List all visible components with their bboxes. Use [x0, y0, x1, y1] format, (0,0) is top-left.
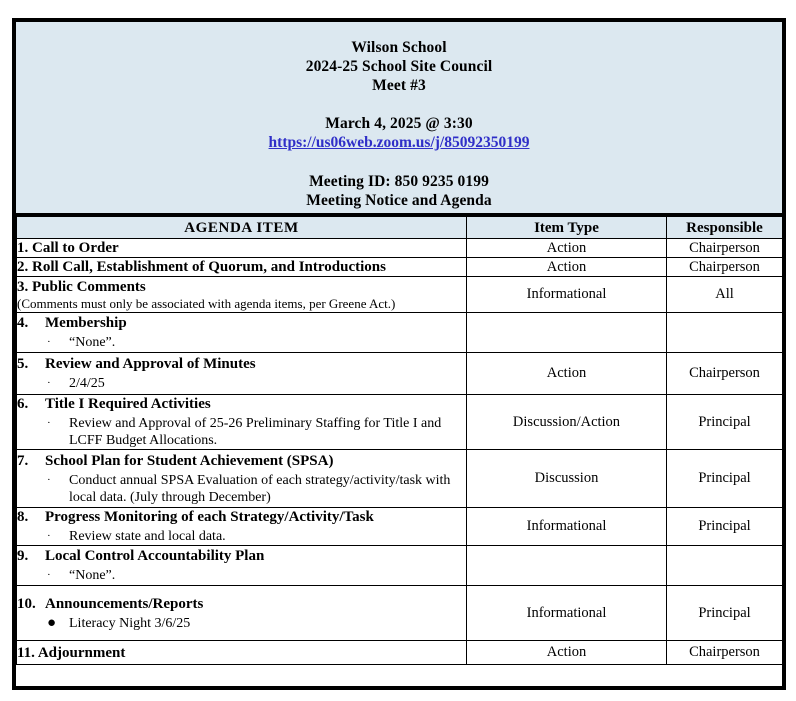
item-type-cell: Action: [467, 239, 667, 258]
square-bullet-icon: ·: [47, 530, 51, 542]
agenda-item-bullet: [17, 374, 466, 392]
table-row: [17, 313, 783, 353]
zoom-link-row: [16, 133, 782, 153]
table-row: [17, 353, 783, 395]
column-header-item-type: Item Type: [467, 217, 667, 239]
column-header-responsible: Responsible: [667, 217, 783, 239]
agenda-item-bullet: [17, 414, 466, 449]
document-masthead: [16, 22, 782, 216]
agenda-item-title: [17, 452, 466, 471]
agenda-item-title: [17, 395, 466, 414]
agenda-item-number: 10.: [17, 595, 36, 612]
responsible-cell: All: [667, 277, 783, 313]
item-type-cell: [467, 546, 667, 586]
bullet-text: Conduct annual SPSA Evaluation of each strategy/activity/task with local data. (July through December): [69, 472, 451, 505]
bullet-text: 2/4/25: [69, 376, 105, 391]
agenda-item-label: Progress Monitoring of each Strategy/Activity/Task: [45, 509, 374, 525]
agenda-item-number: 7.: [17, 452, 29, 469]
table-row: [17, 395, 783, 450]
bullet-text: Literacy Night 3/6/25: [69, 615, 191, 631]
item-type-cell: Action: [467, 353, 667, 395]
round-bullet-icon: ●: [47, 614, 57, 631]
agenda-item-number: 4.: [17, 315, 29, 331]
table-row: [17, 450, 783, 508]
agenda-item-label: Membership: [45, 315, 127, 331]
agenda-item-cell: [17, 641, 467, 665]
responsible-cell: Chairperson: [667, 258, 783, 277]
table-row: [17, 508, 783, 546]
agenda-item-cell: [17, 239, 467, 258]
agenda-item-label: Announcements/Reports: [45, 595, 204, 612]
school-name: Wilson School: [351, 39, 447, 56]
responsible-cell: Principal: [667, 395, 783, 450]
responsible-cell: [667, 313, 783, 353]
square-bullet-icon: ·: [47, 417, 51, 429]
table-row: [17, 258, 783, 277]
agenda-item-title: [17, 508, 466, 527]
bullet-text: “None”.: [69, 568, 116, 583]
agenda-item-title: 3. Public Comments: [17, 278, 146, 295]
item-type-cell: Action: [467, 258, 667, 277]
agenda-item-cell: [17, 395, 467, 450]
item-type-cell: Discussion/Action: [467, 395, 667, 450]
zoom-meeting-link[interactable]: https://us06web.zoom.us/j/85092350199: [268, 134, 530, 151]
agenda-table-body: [17, 239, 783, 665]
agenda-item-number: 8.: [17, 509, 29, 525]
square-bullet-icon: ·: [47, 473, 51, 486]
agenda-item-title: 2. Roll Call, Establishment of Quorum, and Introductions: [17, 259, 386, 275]
header-row: [17, 217, 783, 239]
table-row: [17, 586, 783, 641]
agenda-item-cell: [17, 353, 467, 395]
table-row: [17, 277, 783, 313]
table-row: [17, 546, 783, 586]
bullet-text: Review and Approval of 25-26 Preliminary Staffing for Title I and LCFF Budget Allocations.: [69, 416, 442, 448]
table-row: [17, 641, 783, 665]
square-bullet-icon: ·: [47, 336, 51, 348]
bullet-text: Review state and local data.: [69, 529, 226, 544]
item-type-cell: Informational: [467, 508, 667, 546]
agenda-item-cell: [17, 450, 467, 508]
agenda-item-title: 11. Adjournment: [17, 644, 126, 661]
agenda-item-number: 6.: [17, 396, 29, 412]
responsible-cell: Chairperson: [667, 641, 783, 665]
meeting-id: Meeting ID: 850 9235 0199: [309, 173, 489, 190]
agenda-item-label: School Plan for Student Achievement (SPSA): [45, 452, 334, 469]
masthead-spacer-1: [16, 95, 782, 114]
document-subtitle: Meeting Notice and Agenda: [306, 192, 492, 209]
item-type-cell: [467, 313, 667, 353]
agenda-item-title: [17, 314, 466, 333]
responsible-cell: [667, 546, 783, 586]
table-row: [17, 239, 783, 258]
meeting-datetime: March 4, 2025 @ 3:30: [325, 115, 473, 132]
agenda-item-bullet: [17, 527, 466, 545]
agenda-item-title: [17, 355, 466, 374]
agenda-item-label: Local Control Accountability Plan: [45, 548, 265, 564]
agenda-item-title: 1. Call to Order: [17, 240, 119, 256]
agenda-item-bullet: [17, 471, 466, 506]
meeting-number: Meet #3: [372, 77, 426, 94]
square-bullet-icon: ·: [47, 377, 51, 389]
council-year: 2024-25 School Site Council: [305, 58, 493, 75]
agenda-item-title: [17, 595, 466, 614]
item-type-cell: Informational: [467, 277, 667, 313]
agenda-item-cell: [17, 277, 467, 313]
responsible-cell: Chairperson: [667, 239, 783, 258]
square-bullet-icon: ·: [47, 569, 51, 581]
agenda-item-bullet: [17, 333, 466, 351]
agenda-item-bullet: [17, 566, 466, 584]
agenda-item-label: Review and Approval of Minutes: [45, 356, 256, 372]
agenda-item-cell: [17, 546, 467, 586]
masthead-spacer-2: [16, 153, 782, 172]
agenda-table-header: [17, 217, 783, 239]
agenda-item-cell: [17, 258, 467, 277]
agenda-item-note: (Comments must only be associated with agenda items, per Greene Act.): [17, 295, 396, 311]
agenda-item-number: 9.: [17, 548, 29, 564]
item-type-cell: Informational: [467, 586, 667, 641]
responsible-cell: Principal: [667, 508, 783, 546]
responsible-cell: Principal: [667, 586, 783, 641]
agenda-item-bullet: [17, 614, 466, 632]
agenda-item-title: [17, 547, 466, 566]
agenda-item-label: Title I Required Activities: [45, 396, 211, 412]
item-type-cell: Discussion: [467, 450, 667, 508]
responsible-cell: Principal: [667, 450, 783, 508]
agenda-table: [16, 216, 783, 665]
responsible-cell: Chairperson: [667, 353, 783, 395]
agenda-item-cell: [17, 508, 467, 546]
agenda-item-cell: [17, 313, 467, 353]
bullet-text: “None”.: [69, 335, 116, 350]
agenda-item-cell: [17, 586, 467, 641]
column-header-agenda-item: AGENDA ITEM: [17, 217, 467, 239]
agenda-document: [12, 18, 786, 690]
item-type-cell: Action: [467, 641, 667, 665]
agenda-item-number: 5.: [17, 356, 29, 372]
